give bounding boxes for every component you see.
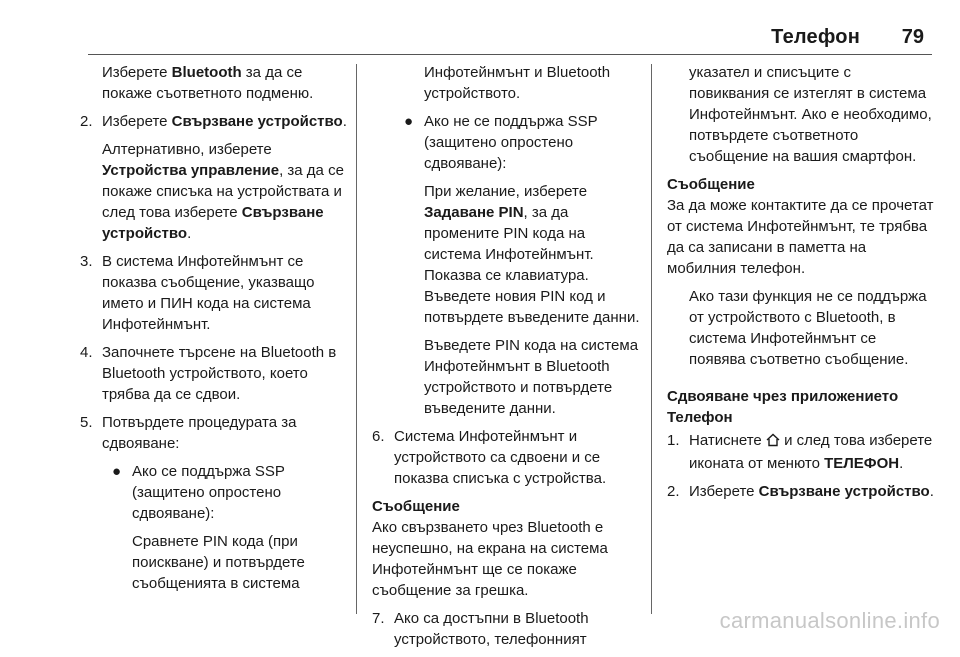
paragraph: Сравнете PIN кода (при поискване) и потвърдете съобщенията в система [132, 533, 305, 592]
section-heading: Сдвояване чрез приложението Телефон [667, 388, 899, 426]
column-1 [80, 62, 348, 601]
bullet-icon: ● [112, 463, 122, 480]
page-title: Телефон [771, 26, 860, 48]
note-text: Ако свързването чрез Bluetooth е неуспешно, на екрана на система Инфотейнмънт ще се покаже съобщение за грешка. [372, 519, 608, 599]
column-2 [372, 62, 640, 657]
paragraph: Инфотейнмънт и Bluetooth устройството. [424, 64, 611, 102]
column-divider [356, 64, 357, 614]
bullet-icon: ● [404, 113, 414, 130]
header-rule [88, 54, 932, 55]
column-divider [651, 64, 652, 614]
bullet-item: ● Ако не се поддържа SSP (защитено опростено сдвояване): [404, 113, 598, 172]
paragraph: указател и списъците с повиквания се изтеглят в система Инфотейнмънт. Ако е необходимо, потвърдете съответното съобщение на вашия смартфон. [689, 64, 932, 165]
list-item: 5. Потвърдете процедурата за сдвояване: [80, 414, 297, 452]
note-heading: Съобщение [667, 176, 755, 193]
note-heading: Съобщение [372, 498, 460, 515]
list-item: 6. Система Инфотейнмънт и устройството са сдвоени и се показва списъка с устройства. [372, 428, 607, 487]
paragraph: При желание, изберете Задаване PIN, за да промените PIN кода на система Инфотейнмънт. Показва се клавиатура. Въведете новия PIN код и потвърдете въведените данни. [424, 183, 640, 326]
watermark: carmanualsonline.info [719, 608, 940, 633]
list-item: 7. Ако са достъпни в Bluetooth устройството, телефонният [372, 610, 589, 648]
list-item: 2. Изберете Свързване устройство. [80, 113, 347, 130]
list-item: 1. Натиснете и след това изберете иконата от менюто ТЕЛЕФОН. [667, 432, 933, 472]
page-header [0, 0, 960, 54]
bullet-item: ● Ако се поддържа SSP (защитено опростено сдвояване): [112, 463, 285, 522]
column-3 [667, 62, 935, 509]
home-icon [766, 432, 780, 453]
list-item: 4. Започнете търсене на Bluetooth в Bluetooth устройството, което трябва да се сдвои. [80, 344, 337, 403]
page-number: 79 [901, 26, 924, 48]
paragraph: Изберете Bluetooth за да се покаже съответното подменю. [102, 64, 314, 102]
paragraph: Алтернативно, изберете Устройства управление, за да се покаже списъка на устройствата и след това изберете Свързване устройство. [102, 141, 344, 242]
list-item: 3. В система Инфотейнмънт се показва съобщение, указващо името и ПИН кода на система Инфотейнмънт. [80, 253, 315, 333]
note-text: За да може контактите да се прочетат от система Инфотейнмънт, те трябва да са записани в паметта на мобилния телефон. [667, 197, 934, 277]
list-item: 2. Изберете Свързване устройство. [667, 483, 934, 500]
note-text: Ако тази функция не се поддържа от устройството с Bluetooth, в система Инфотейнмънт се появява съответно съобщение. [689, 288, 927, 368]
paragraph: Въведете PIN кода на система Инфотейнмънт в Bluetooth устройството и потвърдете въведените данни. [424, 337, 639, 417]
